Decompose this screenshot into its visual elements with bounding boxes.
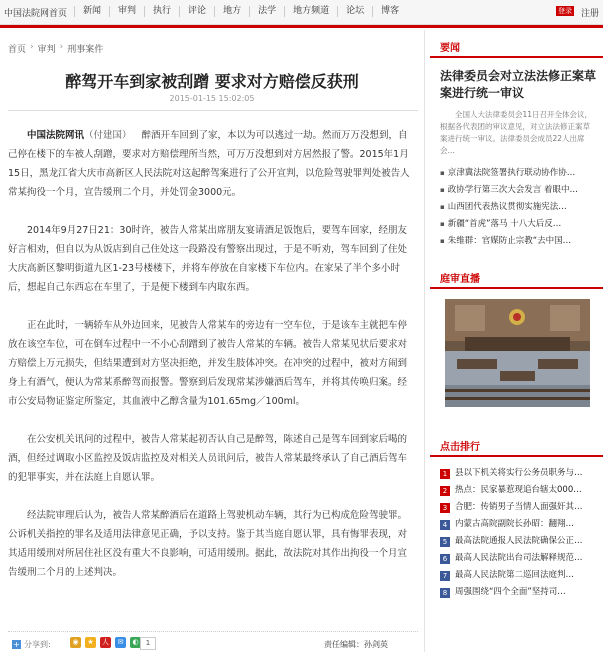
rank-number: 8	[440, 588, 450, 598]
ranking-item-label: 最高人民法院出台司法解释规范…	[455, 553, 583, 563]
breadcrumb	[8, 42, 103, 55]
important-news-header	[430, 36, 603, 58]
ranking-item-label: 最高法院通报人民法院确保公正…	[455, 536, 583, 546]
responsible-editor: 责任编辑：孙剑英	[324, 640, 388, 649]
rank-number: 4	[440, 520, 450, 530]
ranking-item-label: 最高人民法院第二巡回法庭判…	[455, 570, 575, 580]
rank-number: 7	[440, 571, 450, 581]
nav-item-local-channel[interactable]: 地方频道	[284, 6, 337, 17]
live-trial-title: 庭审直播	[440, 274, 480, 285]
news-list	[440, 165, 603, 250]
news-list-item[interactable]: ▪ 京津冀法院签署执行联动协作协…	[440, 165, 595, 182]
sidebar	[430, 36, 603, 601]
share-qzone-icon[interactable]: ★	[85, 637, 96, 648]
news-list-item[interactable]: ▪ 山西团代表热议贯彻实施宪法…	[440, 199, 595, 216]
breadcrumb-sep-icon: ›	[59, 42, 64, 52]
article-paragraph: 2014年9月27日21：30时许，被告人常某出席朋友宴请酒足饭饱后，要驾车回家，经朋友好言相劝，但自以为从饭店到自己住处这一段路没有警察出现过，于是不听劝，驾车回到了住处大庆高新区黎明街道九区1-23号楼楼下，并将车停放在自家楼下车位内。在家呆了半个多小时后，想起自己东西忘在车里了，于是便下楼到车内取东西。	[8, 225, 408, 293]
register-link[interactable]: 注册	[580, 9, 599, 19]
hot-ranking-header	[430, 435, 603, 457]
divider	[8, 110, 418, 111]
hot-ranking-list	[440, 465, 603, 601]
ranking-item[interactable]	[440, 533, 595, 550]
ranking-item[interactable]	[440, 482, 595, 499]
article-source: 中国法院网讯	[27, 130, 85, 141]
breadcrumb-sep-icon: ›	[30, 42, 34, 52]
nav-item-law[interactable]: 法学	[249, 6, 284, 17]
ranking-item[interactable]	[440, 584, 595, 601]
nav-item-blog[interactable]: 博客	[372, 6, 407, 17]
share-renren-icon[interactable]: 人	[102, 638, 109, 646]
breadcrumb-criminal[interactable]: 刑事案件	[67, 45, 104, 55]
share-label-text: 分享到:	[24, 640, 51, 649]
article-author: （付建国）	[84, 130, 132, 141]
courtroom-photo	[445, 299, 590, 407]
hot-ranking-title: 点击排行	[440, 442, 480, 453]
rank-number: 6	[440, 554, 450, 564]
news-list-item[interactable]: ▪ 政协学行第三次大会发言 着眼中…	[440, 182, 595, 199]
share-plus-icon: +	[13, 640, 20, 649]
live-trial-image[interactable]	[445, 299, 590, 407]
ranking-item-label: 周强围绕“四个全面”坚持司…	[455, 587, 566, 597]
article-paragraph	[8, 126, 416, 202]
login-link[interactable]	[556, 6, 577, 16]
ranking-item-label: 热点：民家暴惹现追台辖太000…	[455, 485, 582, 495]
share-icons	[70, 637, 145, 648]
share-label	[12, 639, 51, 650]
nav-items	[74, 6, 407, 17]
nav-item-news[interactable]: 新闻	[74, 6, 109, 17]
article-date: 2015-01-15 15:02:05	[169, 94, 255, 103]
article-paragraph: 在公安机关讯问的过程中，被告人常某起初否认自己是醉驾，陈述自己是驾车回到家后喝的酒，但经过调取小区监控及饭店监控及对相关人员讯问后，被告人常某最终承认了自己酒后驾车的犯罪事实，并在法庭上自愿认罪。	[8, 434, 408, 483]
share-bar	[8, 631, 418, 652]
article-paragraph: 经法院审理后认为，被告人常某醉酒后在道路上驾驶机动车辆，其行为已构成危险驾驶罪。公诉机关指控的罪名及适用法律意见正确，予以支持。鉴于其当庭自愿认罪，具有悔罪表现，对其适用缓刑对所居住社区没有重大不良影响，可适用缓刑。据此，故法院对其作出拘役一个月宣告缓刑二个月的上述判决。	[8, 510, 408, 578]
top-nav	[0, 0, 603, 25]
important-news-title: 要闻	[440, 43, 460, 54]
ranking-item[interactable]	[440, 550, 595, 567]
accent-bar	[0, 25, 603, 28]
login-icon: 登录	[558, 7, 572, 15]
ranking-item-label: 内蒙古高院副院长孙昭：翻翔…	[455, 519, 575, 529]
top-news-desc: 全国人大法律委员会11日召开全体会议，根据各代表团的审议意见，对立法法修正案草案进行统一审议。法律委员会成员22人出席会…	[440, 110, 593, 155]
main-column	[0, 36, 424, 652]
ranking-item[interactable]	[440, 499, 595, 516]
rank-number: 2	[440, 486, 450, 496]
article-title: 醉驾开车到家被刮蹭 要求对方赔偿反获刑	[65, 72, 359, 91]
top-news-headline[interactable]: 法律委员会对立法法修正案草案进行统一审议	[440, 69, 597, 100]
ranking-item-label: 县以下机关将实行公务员职务与…	[455, 468, 583, 478]
share-tencent-icon[interactable]: ✉	[115, 637, 126, 648]
nav-item-forum[interactable]: 论坛	[337, 6, 372, 17]
nav-item-enforcement[interactable]: 执行	[144, 6, 179, 17]
nav-item-opinion[interactable]: 评论	[179, 6, 214, 17]
ranking-item[interactable]	[440, 516, 595, 533]
nav-item-local[interactable]: 地方	[214, 6, 249, 17]
news-list-item[interactable]: ▪ 朱维群：官媒防止宗教“去中国…	[440, 233, 595, 250]
ranking-item[interactable]	[440, 465, 595, 482]
rank-number: 5	[440, 537, 450, 547]
breadcrumb-home[interactable]: 首页	[8, 45, 27, 55]
site-home-link[interactable]: 中国法院网首页	[4, 9, 68, 19]
rank-number: 1	[440, 469, 450, 479]
rank-number: 3	[440, 503, 450, 513]
live-trial-header	[430, 267, 603, 289]
ranking-item-label: 合肥：传销男子当情人面强奸其…	[455, 502, 583, 512]
article-lead: 醉酒开车回到了家，本以为可以逃过一劫。然而万万没想到，自己停在楼下的车被人刮蹭，要求对方赔偿理所当然，可万万没想到对方居然报了警。2015年1月15日，黑龙江省大庆市高新区人民法院对这起醉驾案进行了公开宣判，以危险驾驶罪判处被告人常某拘役一个月，宣告缓刑二个月，并处罚金3000元。	[8, 130, 410, 198]
news-list-item[interactable]: ▪ 新疆“首虎”落马 十八大后反…	[440, 216, 595, 233]
ranking-item[interactable]	[440, 567, 595, 584]
share-douban-icon[interactable]: ◐	[130, 637, 141, 648]
article-body	[8, 126, 416, 601]
top-news	[440, 68, 597, 157]
article-paragraph: 正在此时，一辆轿车从外边回来，见被告人常某车的旁边有一空车位，于是该车主就把车停放在该空车位，可在倒车过程中一不小心刮蹭到了被告人常某的车辆。被告人常某见状后要求对方赔偿上万元损失，但结果遭到对方坚决拒绝，并发生肢体冲突。在冲突的过程中，被对方闹到身上有酒气，便认为常某系醉驾而报警。警察到后发现常某涉嫌酒后驾车，并将其传唤归案。经市公安局物证鉴定所鉴定，其血液中乙醇含量为101.65mg／100ml。	[8, 320, 408, 407]
nav-item-trial[interactable]: 审判	[109, 6, 144, 17]
share-weibo-icon[interactable]: ◉	[70, 637, 81, 648]
column-divider	[424, 30, 425, 652]
share-count: 1	[140, 637, 156, 650]
breadcrumb-trial[interactable]: 审判	[37, 45, 56, 55]
